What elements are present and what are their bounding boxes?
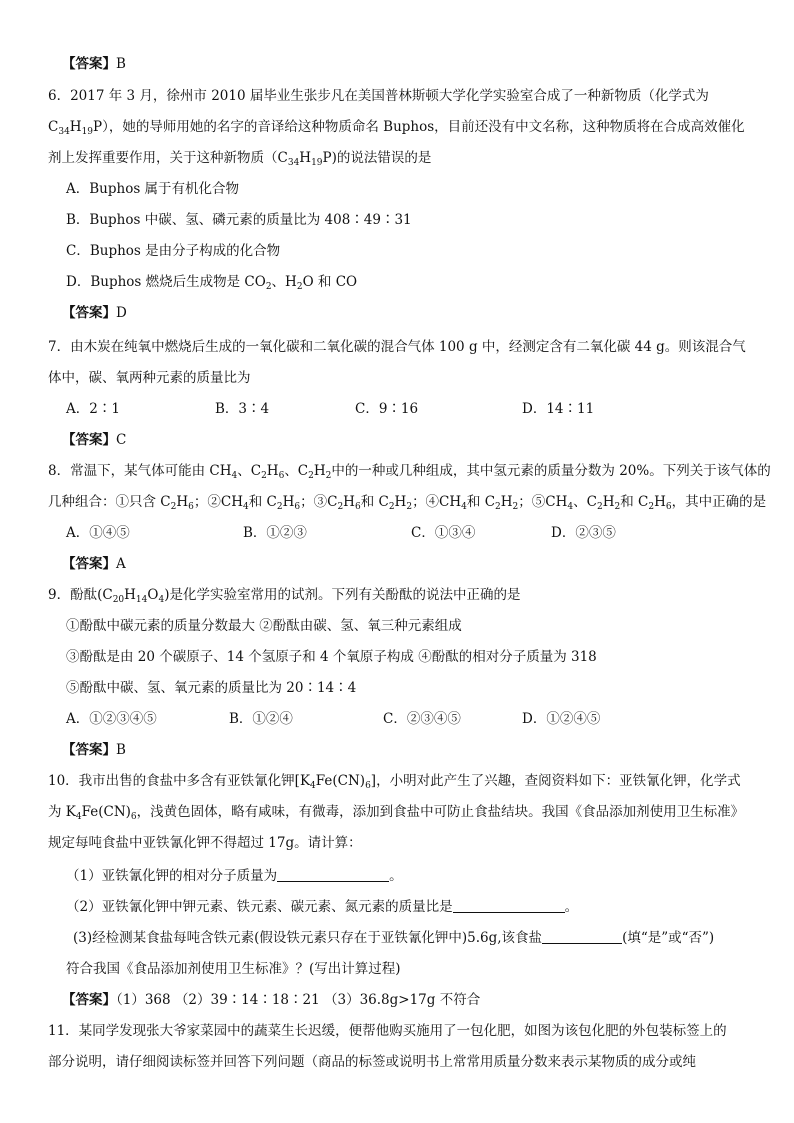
q8-option-d: D．②③⑤ (551, 525, 616, 541)
q10-line2: 为 $K_4Fe(CN)_6$，浅黄色固体，略有咸味，有微毒，添加到食盐中可防止食盐结块。我国《食品添加剂使用卫生标准》 (48, 804, 745, 822)
q10-line3: 规定每吨食盐中亚铁氰化钾不得超过 17g。请计算： (48, 835, 362, 851)
q7-line2: 体中，碳、氧两种元素的质量比为 (48, 370, 251, 386)
q7-option-a: A．2∶1 (66, 401, 120, 417)
q9-statement-2: ③酚酞是由 20 个碳原子、14 个氢原子和 4 个氧原子构成 ④酚酞的相对分子质量为 318 (66, 649, 597, 665)
q9-option-a: A．①②③④⑤ (66, 711, 157, 727)
q7-option-d: D．14∶11 (522, 401, 595, 417)
answer-label: 【答案】 (62, 56, 116, 72)
q8-option-b: B．①②③ (243, 525, 307, 541)
answer-value: B (116, 56, 126, 72)
fill-blank-3[interactable] (542, 929, 622, 944)
q9-option-c: C．②③④⑤ (383, 711, 461, 727)
fill-blank-1[interactable] (277, 867, 389, 882)
q10-line1: 10．我市出售的食盐中多含有亚铁氰化钾$[K_4Fe(CN)_6]$，小明对此产生了兴趣，查阅资料如下：亚铁氰化钾，化学式 (48, 773, 741, 791)
q6-option-d: D．Buphos 燃烧后生成物是 $CO_2$、$H_2O$ 和 CO (66, 274, 358, 292)
q6-line1: 6．2017 年 3 月，徐州市 2010 届毕业生张步凡在美国普林斯顿大学化学实验室合成了一种新物质（化学式为 (48, 88, 709, 104)
q10-part1: （1）亚铁氰化钾的相对分子质量为 。 (66, 868, 403, 884)
q10-part3-cont: 符合我国《食品添加剂使用卫生标准》？(写出计算过程) (66, 961, 401, 977)
q11-line2: 部分说明，请仔细阅读标签并回答下列问题（商品的标签或说明书上常常用质量分数来表示某物质的成分或纯 (48, 1054, 696, 1070)
q9-option-d: D．①②④⑤ (522, 711, 601, 727)
q10-part3: (3)经检测某食盐每吨含铁元素(假设铁元素只存在于亚铁氰化钾中)5.6g,该食盐 (填“是”或“否”) (73, 930, 715, 946)
q7-line1: 7．由木炭在纯氧中燃烧后生成的一氧化碳和二氧化碳的混合气体 100 g 中，经测定含有二氧化碳 44 g。则该混合气 (48, 339, 746, 355)
q8-line1: 8．常温下，某气体可能由 $CH_4$、$C_2H_6$、$C_2H_2$中的一种或几种组成，其中氢元素的质量分数为 20%。下列关于该气体的 (48, 463, 771, 481)
answer-9: 【答案】B (62, 742, 126, 758)
q7-option-c: C．9∶16 (355, 401, 419, 417)
q10-part2: （2）亚铁氰化钾中钾元素、铁元素、碳元素、氮元素的质量比是 。 (66, 899, 579, 915)
answer-8: 【答案】A (62, 556, 126, 572)
q8-line2: 几种组合：①只含 $C_2H_6$；$②CH_4$和 $C_2H_6$；$③C_2H_6$和 $C_2H_2$；$④CH_4$和 $C_2H_2$；$⑤CH_4$、$C_2H_2$和 $C_2H_6$，其中正确的是 (48, 494, 767, 512)
q9-option-b: B．①②④ (229, 711, 293, 727)
answer-5 (62, 55, 126, 73)
q6-line3: 剂上发挥重要作用，关于这种新物质$(C_{34}H_{19}P)$的说法错误的是 (48, 150, 432, 168)
q11-line1: 11．某同学发现张大爷家菜园中的蔬菜生长迟缓，便帮他购买施用了一包化肥，如图为该包化肥的外包装标签上的 (48, 1023, 727, 1039)
q8-option-c: C．①③④ (411, 525, 476, 541)
q9-line1: 9．酚酞$(C_{20}H_{14}O_4)$是化学实验室常用的试剂。下列有关酚酞的说法中正确的是 (48, 587, 521, 605)
answer-10: 【答案】（1）368 （2）39∶14∶18∶21 （3）36.8g>17g 不符合 (62, 992, 481, 1008)
q8-option-a: A．①④⑤ (66, 525, 130, 541)
q6-option-c: C．Buphos 是由分子构成的化合物 (66, 243, 281, 259)
q9-statement-1: ①酚酞中碳元素的质量分数最大 ②酚酞由碳、氢、氧三种元素组成 (66, 618, 462, 634)
q9-statement-3: ⑤酚酞中碳、氢、氧元素的质量比为 20∶14∶4 (66, 680, 357, 696)
answer-7: 【答案】C (62, 432, 127, 448)
q6-option-a: A．Buphos 属于有机化合物 (66, 181, 240, 197)
q6-line2: $C_{34}H_{19}P$），她的导师用她的名字的音译给这种物质命名 Buphos，目前还没有中文名称，这种物质将在合成高效催化 (48, 119, 745, 137)
answer-6: 【答案】D (62, 305, 127, 321)
q7-option-b: B．3∶4 (215, 401, 270, 417)
fill-blank-2[interactable] (453, 898, 565, 913)
q6-option-b: B．Buphos 中碳、氢、磷元素的质量比为 408∶49∶31 (66, 212, 412, 228)
